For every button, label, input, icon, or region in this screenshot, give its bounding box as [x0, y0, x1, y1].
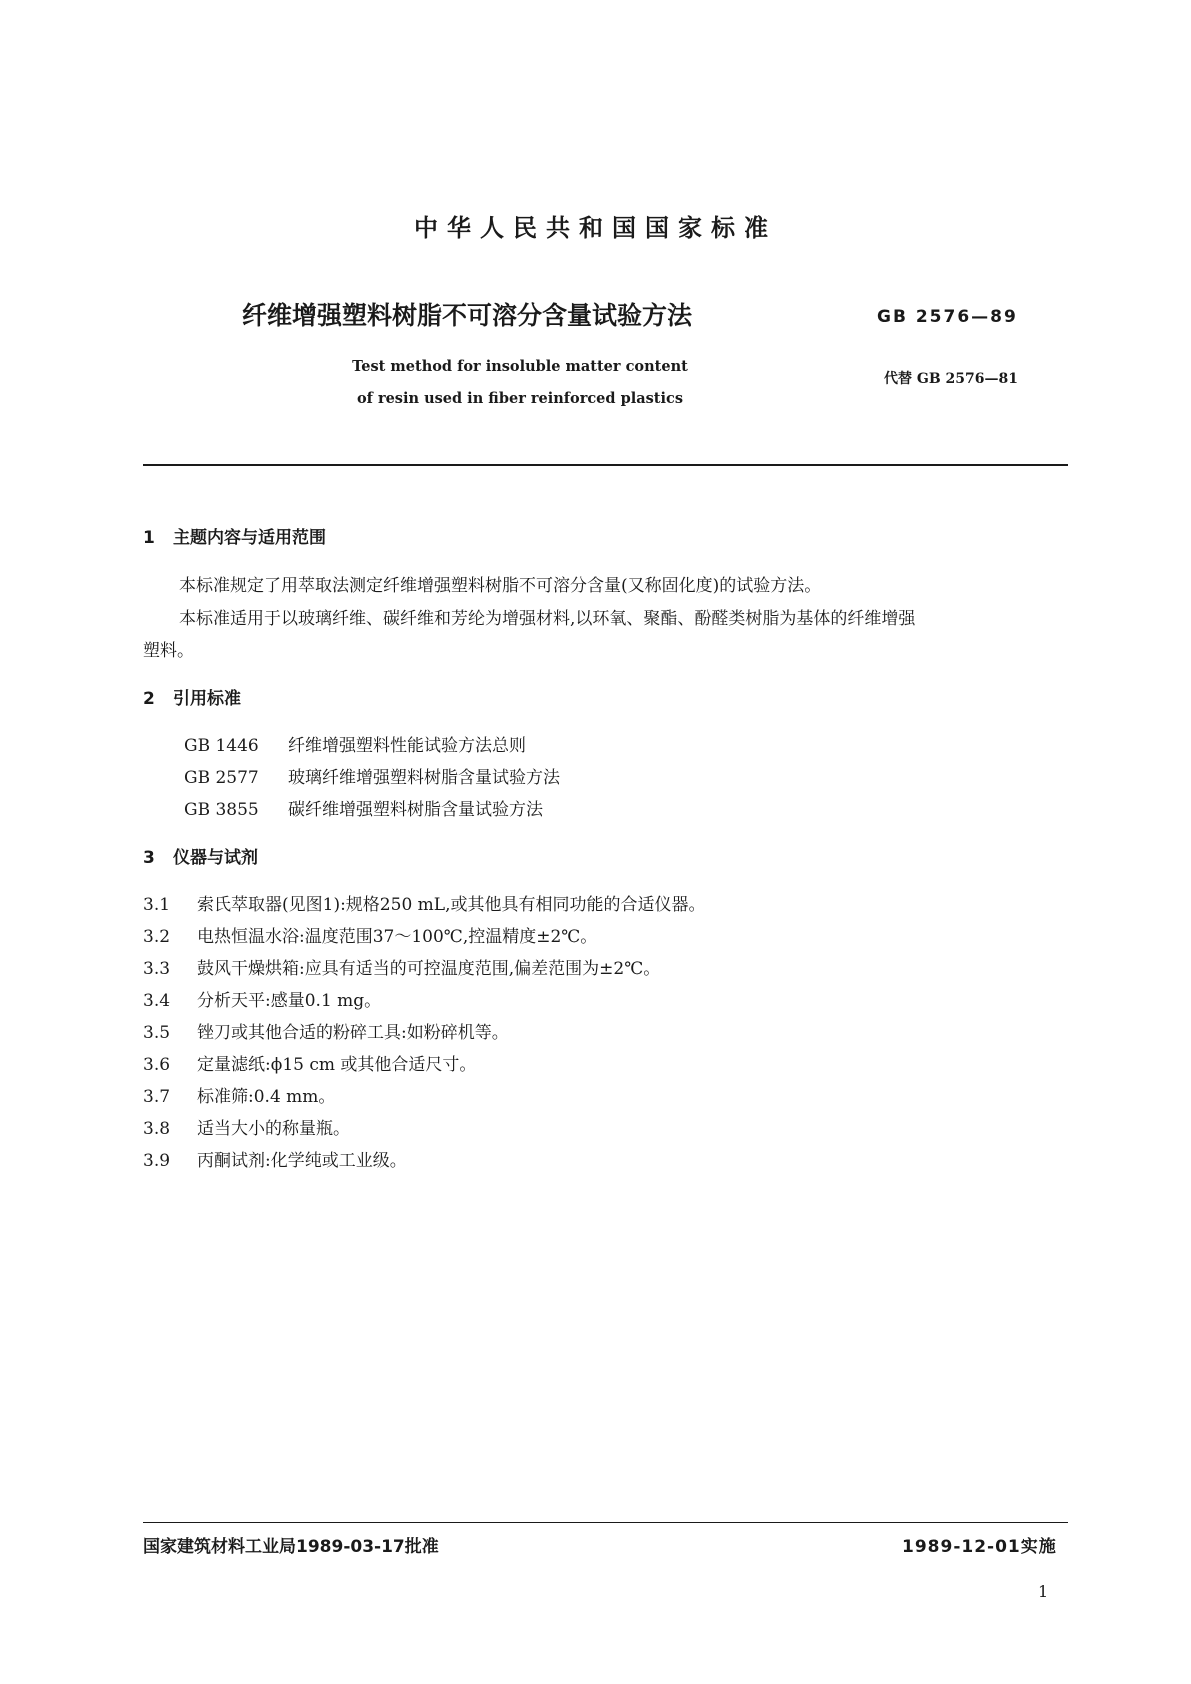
reference-title: 玻璃纤维增强塑料树脂含量试验方法	[288, 768, 560, 788]
item-text: 定量滤纸:ϕ15 cm 或其他合适尺寸。	[197, 1055, 477, 1075]
page-number: 1	[1038, 1582, 1049, 1601]
item-text: 适当大小的称量瓶。	[197, 1119, 350, 1139]
english-title-line-1: Test method for insoluble matter content	[352, 358, 688, 375]
item-number: 3.5	[143, 1023, 171, 1043]
item-number: 3.1	[143, 895, 171, 915]
header-divider	[143, 464, 1068, 466]
list-item	[143, 954, 660, 979]
list-item	[143, 890, 705, 915]
reference-title: 纤维增强塑料性能试验方法总则	[288, 736, 526, 756]
list-item	[143, 986, 381, 1011]
reference-row	[184, 763, 560, 788]
section-1-paragraph-2-line-2: 塑料。	[143, 641, 194, 661]
reference-row	[184, 795, 543, 820]
reference-title: 碳纤维增强塑料树脂含量试验方法	[288, 800, 543, 820]
item-text: 丙酮试剂:化学纯或工业级。	[197, 1151, 407, 1171]
footer-divider	[143, 1522, 1068, 1523]
item-number: 3.3	[143, 959, 171, 979]
section-3-heading	[143, 843, 258, 868]
section-1-number: 1	[143, 528, 155, 548]
item-text: 电热恒温水浴:温度范围37～100℃,控温精度±2℃。	[197, 927, 598, 947]
implementation-date: 1989-12-01实施	[902, 1537, 1057, 1557]
list-item	[143, 1050, 476, 1075]
list-item	[143, 1082, 335, 1107]
reference-row	[184, 731, 526, 756]
item-text: 鼓风干燥烘箱:应具有适当的可控温度范围,偏差范围为±2℃。	[197, 959, 661, 979]
item-number: 3.8	[143, 1119, 171, 1139]
item-number: 3.9	[143, 1151, 171, 1171]
list-item	[143, 922, 597, 947]
approval-line: 国家建筑材料工业局1989-03-17批准	[143, 1537, 439, 1557]
section-1-title: 主题内容与适用范围	[173, 528, 326, 548]
section-1-heading	[143, 523, 326, 548]
reference-code: GB 1446	[184, 736, 259, 756]
national-standard-heading: 中华人民共和国国家标准	[414, 214, 777, 242]
english-title-line-2: of resin used in fiber reinforced plastics	[356, 390, 683, 407]
section-1-paragraph-2-line-1: 本标准适用于以玻璃纤维、碳纤维和芳纶为增强材料,以环氧、聚酯、酚醛类树脂为基体的纤维增强	[179, 609, 916, 629]
reference-code: GB 2577	[184, 768, 259, 788]
item-number: 3.6	[143, 1055, 171, 1075]
item-number: 3.7	[143, 1087, 171, 1107]
section-1-paragraph-1: 本标准规定了用萃取法测定纤维增强塑料树脂不可溶分含量(又称固化度)的试验方法。	[179, 576, 822, 596]
item-text: 锉刀或其他合适的粉碎工具:如粉碎机等。	[197, 1023, 509, 1043]
item-number: 3.4	[143, 991, 171, 1011]
item-text: 分析天平:感量0.1 mg。	[197, 991, 382, 1011]
section-3-number: 3	[143, 848, 155, 868]
section-3-title: 仪器与试剂	[173, 848, 258, 868]
list-item	[143, 1114, 350, 1139]
item-number: 3.2	[143, 927, 171, 947]
document-title: 纤维增强塑料树脂不可溶分含量试验方法	[242, 301, 693, 330]
section-2-title: 引用标准	[173, 689, 241, 709]
section-2-heading	[143, 684, 241, 709]
list-item	[143, 1146, 407, 1171]
replaces-standard: 代替 GB 2576—81	[884, 371, 1018, 387]
item-text: 索氏萃取器(见图1):规格250 mL,或其他具有相同功能的合适仪器。	[197, 895, 706, 915]
item-text: 标准筛:0.4 mm。	[197, 1087, 336, 1107]
standard-number: GB 2576—89	[877, 307, 1018, 327]
section-2-number: 2	[143, 689, 155, 709]
list-item	[143, 1018, 509, 1043]
reference-code: GB 3855	[184, 800, 259, 820]
